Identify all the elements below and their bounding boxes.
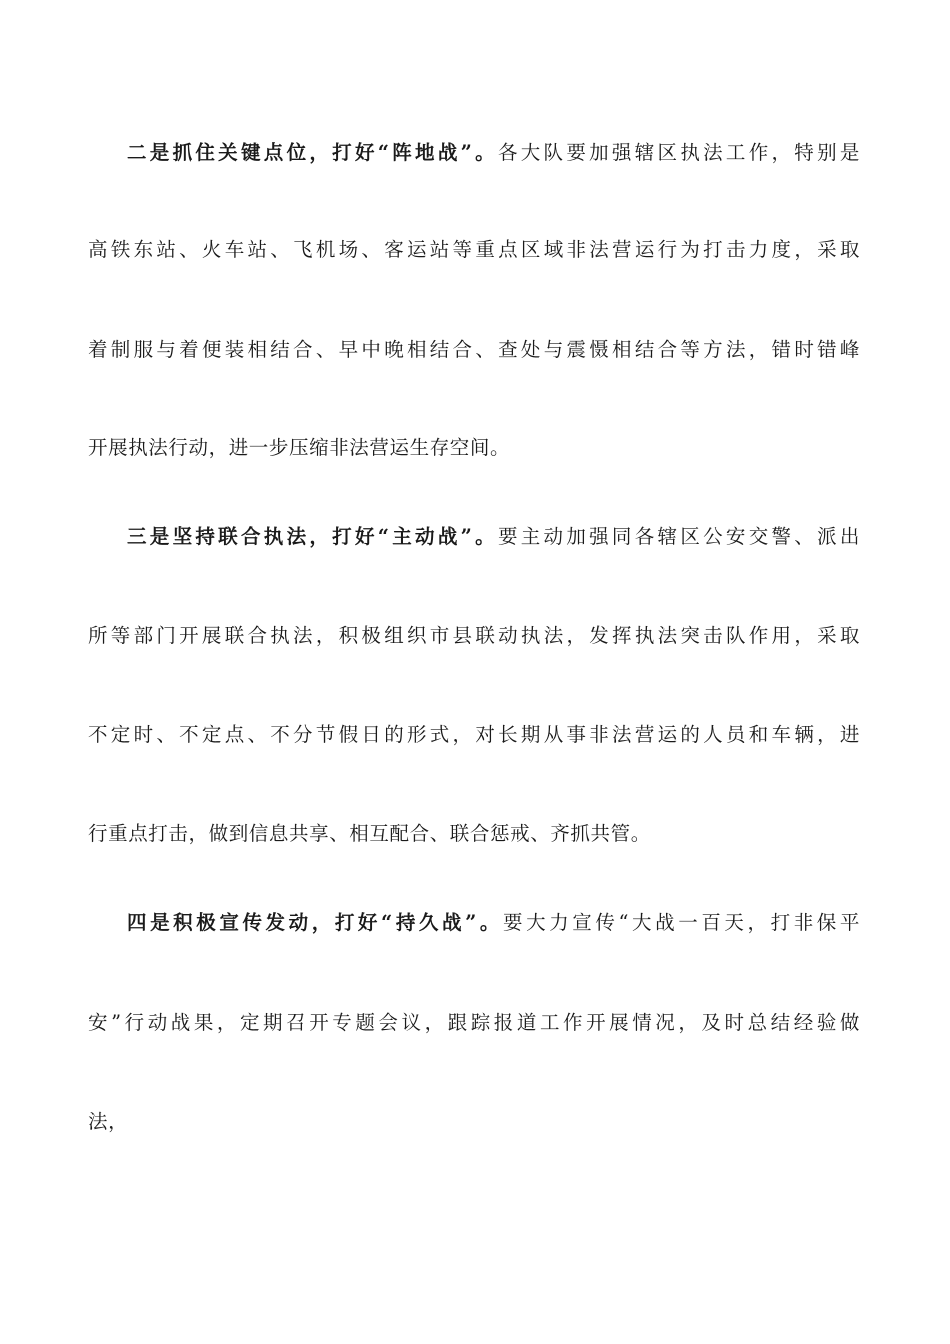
paragraph-1-line-1	[127, 137, 860, 169]
paragraph-1-line-3: 着制服与着便装相结合、早中晚相结合、查处与震慑相结合等方法，错时错峰	[88, 338, 860, 361]
paragraph-1-line-2: 高铁东站、火车站、飞机场、客运站等重点区域非法营运行为打击力度，采取	[88, 238, 860, 261]
paragraph-1-lead: 二是抓住关键点位，打好“阵地战”。	[127, 141, 498, 164]
paragraph-3-line-2: 安”行动战果，定期召开专题会议，跟踪报道工作开展情况，及时总结经验做	[88, 1011, 860, 1034]
paragraph-3-line-1	[127, 907, 860, 939]
paragraph-3-lead: 四是积极宣传发动，打好“持久战”。	[127, 911, 504, 934]
paragraph-2-lead: 三是坚持联合执法，打好“主动战”。	[127, 525, 498, 548]
paragraph-1-text: 各大队要加强辖区执法工作，特别是	[497, 141, 860, 164]
paragraph-2-line-1	[127, 521, 860, 553]
paragraph-1-line-4: 开展执法行动，进一步压缩非法营运生存空间。	[88, 436, 511, 459]
paragraph-3-text: 要大力宣传“大战一百天，打非保平	[503, 911, 860, 934]
paragraph-3-line-3: 法，	[88, 1110, 129, 1133]
paragraph-2-line-4: 行重点打击，做到信息共享、相互配合、联合惩戒、齐抓共管。	[88, 822, 651, 845]
paragraph-2-line-3: 不定时、不定点、不分节假日的形式，对长期从事非法营运的人员和车辆，进	[88, 723, 860, 746]
paragraph-2-line-2: 所等部门开展联合执法，积极组织市县联动执法，发挥执法突击队作用，采取	[88, 624, 860, 647]
paragraph-2-text: 要主动加强同各辖区公安交警、派出	[497, 525, 860, 548]
